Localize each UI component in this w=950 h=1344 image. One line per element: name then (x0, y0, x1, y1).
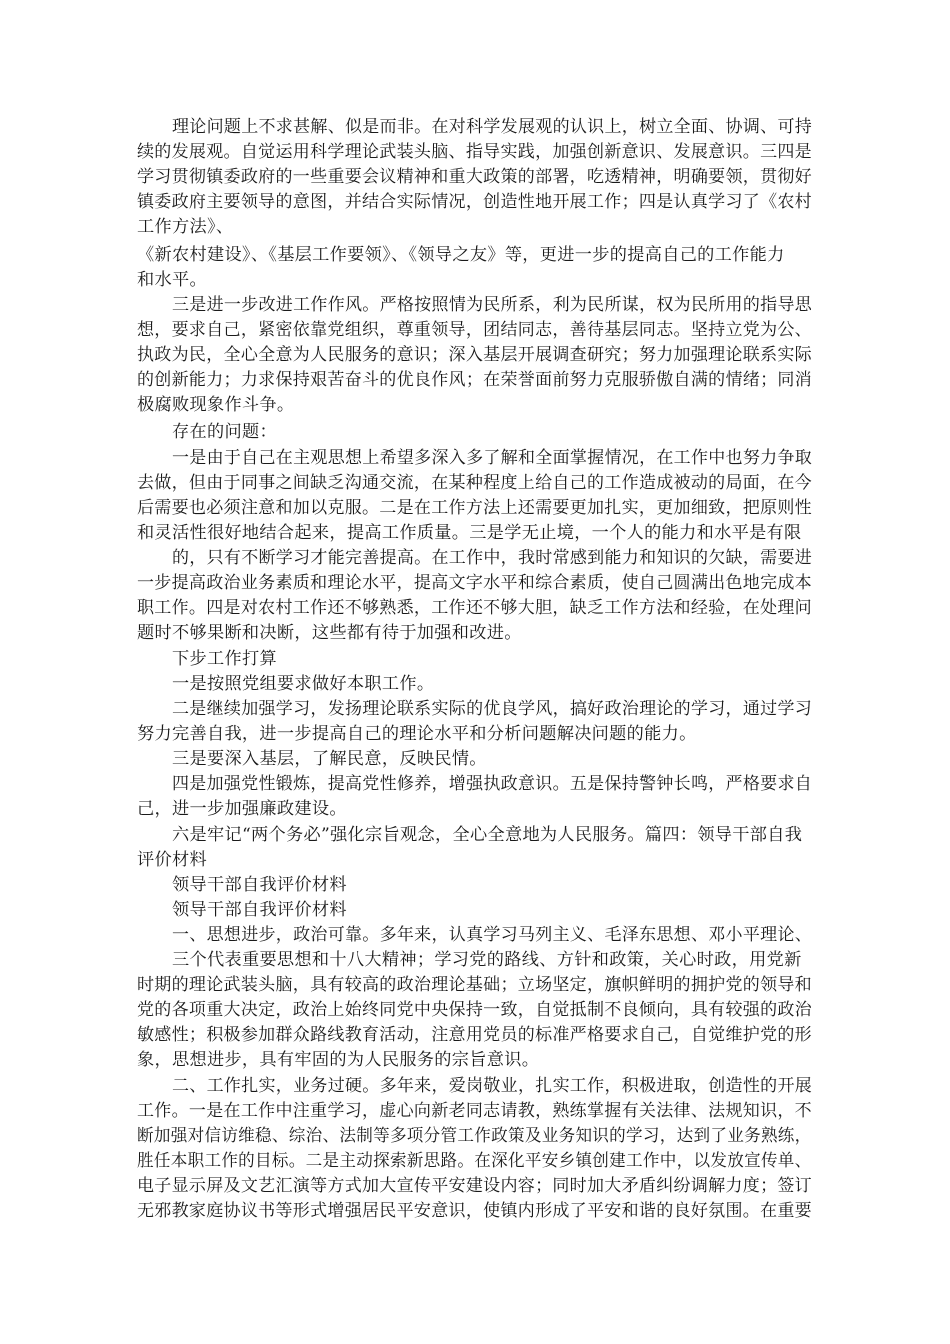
text-line: 续的发展观。自觉运用科学理论武装头脑、指导实践，加强创新意识、发展意识。三四是 (137, 142, 812, 162)
text-line: 下步工作打算 (172, 649, 277, 669)
text-line: 学习贯彻镇委政府的一些重要会议精神和重大政策的部署，吃透精神，明确要领，贯彻好 (137, 167, 812, 187)
text-line: 一是按照党组要求做好本职工作。 (172, 674, 435, 694)
text-line: 后需要也必须注意和加以克服。二是在工作方法上还需要更加扎实，更加细致，把原则性 (137, 498, 812, 518)
text-line: 和水平。 (137, 270, 207, 290)
text-line: 三个代表重要思想和十八大精神；学习党的路线、方针和政策，关心时政，用党新 (172, 950, 802, 970)
text-line: 和灵活性很好地结合起来，提高工作质量。三是学无止境，一个人的能力和水平是有限 (137, 523, 802, 543)
text-line: 象，思想进步，具有牢固的为人民服务的宗旨意识。 (137, 1050, 540, 1070)
text-line: 题时不够果断和决断，这些都有待于加强和改进。 (137, 623, 522, 643)
text-line: 二、工作扎实，业务过硬。多年来，爱岗敬业，扎实工作，积极进取，创造性的开展 (172, 1076, 813, 1096)
text-line: 党的各项重大决定，政治上始终同党中央保持一致，自觉抵制不良倾向，具有较强的政治 (137, 1000, 812, 1020)
text-line: 存在的问题： (172, 422, 277, 442)
text-line: 一步提高政治业务素质和理论水平，提高文字水平和综合素质，使自己圆满出色地完成本 (137, 573, 812, 593)
text-line: 断加强对信访维稳、综治、法制等多项分管工作政策及业务知识的学习，达到了业务熟练， (137, 1126, 812, 1146)
text-line: 四是加强党性锻炼，提高党性修养，增强执政意识。五是保持警钟长鸣，严格要求自 (172, 774, 813, 794)
text-line: 工作。一是在工作中注重学习，虚心向新老同志请教，熟练掌握有关法律、法规知识，不 (137, 1101, 812, 1121)
text-line: 理论问题上不求甚解、似是而非。在对科学发展观的认识上，树立全面、协调、可持 (172, 117, 813, 137)
text-line: 的创新能力；力求保持艰苦奋斗的优良作风；在荣誉面前努力克服骄傲自满的情绪；同消 (137, 370, 812, 390)
text-line: 二是继续加强学习，发扬理论联系实际的优良学风，搞好政治理论的学习，通过学习 (172, 699, 813, 719)
text-line: 一是由于自己在主观思想上希望多深入多了解和全面掌握情况，在工作中也努力争取 (172, 448, 813, 468)
text-line: 三是进一步改进工作作风。严格按照情为民所系，利为民所谋，权为民所用的指导思 (172, 295, 813, 315)
text-line: 敏感性；积极参加群众路线教育活动，注意用党员的标准严格要求自己，自觉维护党的形 (137, 1025, 812, 1045)
text-line: 评价材料 (137, 850, 207, 870)
text-line: 无邪教家庭协议书等形式增强居民平安意识，使镇内形成了平安和谐的良好氛围。在重要 (137, 1201, 812, 1221)
text-line: 一、思想进步，政治可靠。多年来，认真学习马列主义、毛泽东思想、邓小平理论、 (172, 925, 813, 945)
text-line: 想，要求自己，紧密依靠党组织，尊重领导，团结同志，善待基层同志。坚持立党为公、 (137, 320, 812, 340)
text-line: 努力完善自我，进一步提高自己的理论水平和分析问题解决问题的能力。 (137, 724, 697, 744)
text-line: 的，只有不断学习才能完善提高。在工作中，我时常感到能力和知识的欠缺，需要进 (172, 548, 813, 568)
text-line: 镇委政府主要领导的意图，并结合实际情况，创造性地开展工作；四是认真学习了《农村 (137, 192, 812, 212)
text-line: 工作方法》、 (137, 217, 234, 237)
text-line: 执政为民，全心全意为人民服务的意识；深入基层开展调查研究；努力加强理论联系实际 (137, 345, 812, 365)
text-line: 职工作。四是对农村工作还不够熟悉，工作还不够大胆，缺乏工作方法和经验，在处理问 (137, 598, 812, 618)
text-line: 时期的理论武装头脑，具有较高的政治理论基础；立场坚定，旗帜鲜明的拥护党的领导和 (137, 975, 812, 995)
text-line: 极腐败现象作斗争。 (137, 395, 295, 415)
text-line: 三是要深入基层，了解民意，反映民情。 (172, 749, 487, 769)
text-line: 领导干部自我评价材料 (172, 875, 347, 895)
text-line: 《新农村建设》、《基层工作要领》、《领导之友》等，更进一步的提高自己的工作能力 (137, 245, 785, 265)
text-line: 领导干部自我评价材料 (172, 900, 347, 920)
text-line: 六是牢记“两个务必”强化宗旨观念，全心全意地为人民服务。篇四：领导干部自我 (172, 825, 803, 845)
text-line: 电子显示屏及文艺汇演等方式加大宣传平安建设内容；同时加大矛盾纠纷调解力度；签订 (137, 1176, 812, 1196)
text-line: 胜任本职工作的目标。二是主动探索新思路。在深化平安乡镇创建工作中，以发放宣传单、 (137, 1151, 812, 1171)
text-line: 去做，但由于同事之间缺乏沟通交流，在某种程度上给自己的工作造成被动的局面，在今 (137, 473, 812, 493)
text-line: 己，进一步加强廉政建设。 (137, 799, 347, 819)
